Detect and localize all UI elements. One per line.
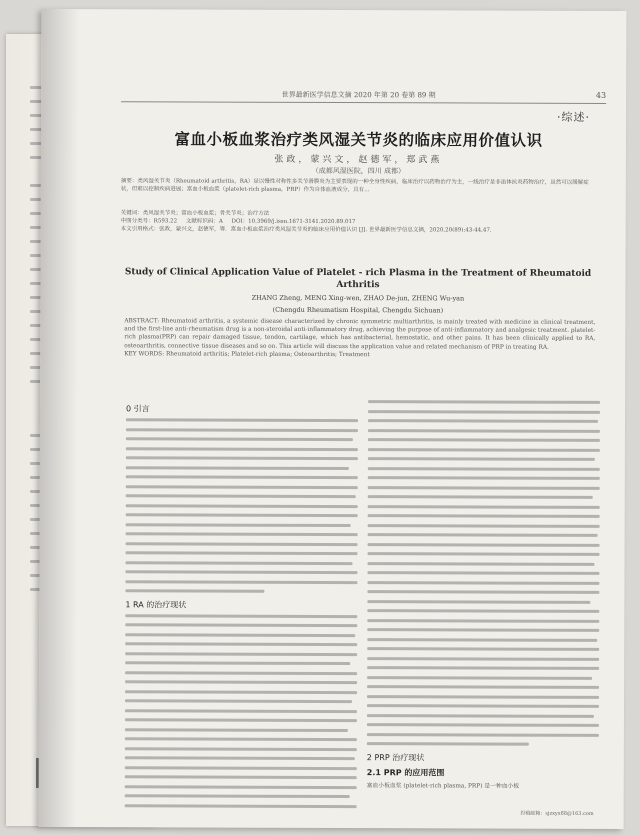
citation-format: 本文引用格式：张政，蒙兴文，赵德军，等．富血小板血浆治疗类风湿关节炎的临床应用价值认识 [J]. 世界最新医学信息文摘，2020,20(89):43-44,47. (120, 226, 492, 234)
prp-scope-text: 富血小板血浆 (platelet-rich plasma, PRP) 是一种血小板 (366, 782, 520, 790)
chinese-keywords: 关键词：类风湿关节炎；富血小板血浆；骨关节炎；治疗方法 (120, 210, 270, 217)
document-code: 文献标识码：A (185, 218, 223, 225)
clc-number: 中图分类号：R593.22 (120, 218, 178, 225)
chinese-affiliation: （成都风湿医院，四川 成都） (311, 166, 405, 176)
header-rule (121, 101, 606, 104)
english-title: Study of Clinical Application Value of Platelet - rich Plasma in the Treatment of Rheumatoid Arthritis (124, 267, 592, 291)
section-heading-prp: 2 PRP 治疗现状 (366, 752, 425, 762)
left-column (125, 399, 358, 814)
spine-shadow (39, 9, 80, 827)
chinese-meta-block (121, 177, 596, 235)
footer-note: 投稿邮箱：sjzxyx88@163.com (520, 810, 594, 817)
english-affiliation: (Chengdu Rheumatism Hospital, Chengdu Sichuan) (272, 305, 444, 315)
running-head-text: 世界最新医学信息文摘 2020 年第 20 卷第 89 期 (281, 90, 436, 100)
section-tag: ·综述· (557, 110, 591, 124)
chinese-title: 富血小板血浆治疗类风湿关节炎的临床应用价值认识 (174, 130, 543, 150)
chinese-authors: 张政，蒙兴文，赵德军，郑武燕 (274, 154, 443, 166)
english-abstract: ABSTRACT: Rheumatoid arthritis, a systemic disease characterized by chronic symmetric multiarthritis, is mainly treated with medicine in clinical treatment, and the first-line anti-rheumatism drug is a non-steroidal anti-inflammatory drug, achieving the purpose of anti-inflammatory and analgesic treatment. platelet-rich plasma(PRP) can repair damaged tissue, tendon, cartilage, which has antibacterial, hemostatic, and other pains. It has been clinically applied to RA, osteoarthritis, connective tissue diseases and so on. This article will discuss the application value and related mechanism of PRP in treating RA. (124, 318, 596, 351)
journal-page (39, 9, 627, 829)
english-abstract-block (124, 317, 595, 360)
doi: DOI：10.3969/j.issn.1671-3141.2020.89.017 (231, 218, 356, 226)
page-number: 43 (595, 90, 607, 100)
section-heading-intro: 0 引言 (126, 404, 150, 414)
right-column (367, 400, 600, 791)
section-heading-prp-scope: 2.1 PRP 的应用范围 (366, 767, 445, 777)
english-authors: ZHANG Zheng, MENG Xing-wen, ZHAO De-jun, ZHENG Wu-yan (251, 293, 465, 303)
running-head (111, 89, 606, 101)
english-keywords: KEY WORDS: Rheumatoid arthritis; Platelet-rich plasma; Osteoarthritis; Treatment (124, 351, 370, 358)
section-heading-ra-status: 1 RA 的治疗现状 (125, 599, 187, 609)
chinese-abstract: 摘要：类风湿关节炎（Rheumatoid arthritis，RA）是以慢性对称性多关节滑膜炎为主要表现的一种全身性疾病，临床治疗以药物治疗为主，一线治疗是非甾体抗炎药物治疗，虽然可以缓解症状，但难以控制疾病进展；富血小板血浆（platelet-rich plasma，PRP）作为自体血液成分，具有… (120, 178, 589, 194)
